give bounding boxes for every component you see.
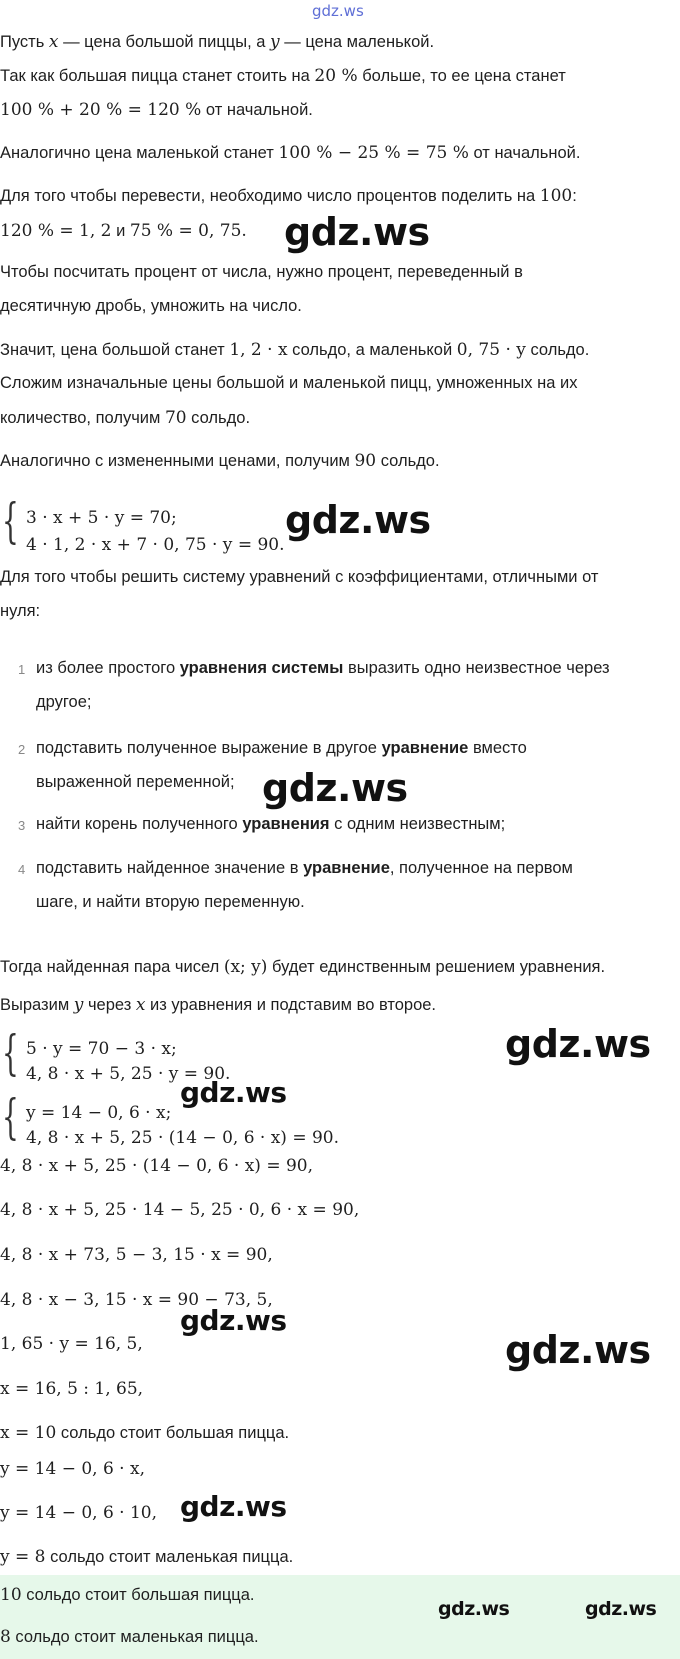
math: 70 <box>164 408 187 428</box>
text: — цена маленькой. <box>279 33 435 51</box>
text: от начальной. <box>201 101 313 119</box>
list-item: шаге, и найти вторую переменную. <box>36 893 305 911</box>
text: из уравнения и подставим во второе. <box>145 996 437 1014</box>
system-eq: 4 · 1, 2 · x + 7 · 0, 75 · y = 90. <box>26 535 285 555</box>
result-line <box>0 1423 289 1443</box>
answer-line <box>0 1585 254 1605</box>
bold-text: уравнение <box>381 739 469 757</box>
system-eq: y = 14 − 0, 6 · x; <box>26 1103 172 1123</box>
list-number: 3 <box>18 818 26 833</box>
text: Выразим <box>0 996 74 1014</box>
text: сольдо стоит большая пицца. <box>56 1424 290 1442</box>
list-item <box>36 859 573 878</box>
text-line <box>0 143 580 163</box>
math: y = 8 <box>0 1547 46 1567</box>
list-item: другое; <box>36 693 92 711</box>
equation-line: 4, 8 · x + 5, 25 · 14 − 5, 25 · 0, 6 · x = 90, <box>0 1200 360 1220</box>
bold-text: уравнения системы <box>179 659 344 677</box>
text: из более простого <box>36 659 180 677</box>
text: сольдо, а маленькой <box>287 341 457 359</box>
math: 0, 75 · y <box>456 340 526 360</box>
math: y <box>73 995 84 1015</box>
watermark: gdz.ws <box>285 498 431 542</box>
watermark: gdz.ws <box>438 1598 510 1620</box>
text: количество, получим <box>0 409 165 427</box>
text: сольдо. <box>376 452 440 470</box>
text-line <box>0 100 313 120</box>
math: 90 <box>354 451 377 471</box>
text: Для того чтобы перевести, необходимо число процентов поделить на <box>0 187 540 205</box>
text-line <box>0 66 566 86</box>
text-line <box>0 32 434 52</box>
watermark-top: gdz.ws <box>312 2 364 20</box>
text: Значит, цена большой станет <box>0 341 230 359</box>
watermark: gdz.ws <box>180 1490 287 1523</box>
text-line <box>0 186 577 206</box>
text-line <box>0 408 250 428</box>
text: выразить одно неизвестное через <box>343 659 610 677</box>
math: 1, 2 · x <box>229 340 288 360</box>
text: Пусть <box>0 33 49 51</box>
text: сольдо стоит маленькая пицца. <box>10 1628 259 1646</box>
result-line <box>0 1547 293 1567</box>
text: будет единственным решением уравнения. <box>267 958 606 976</box>
watermark: gdz.ws <box>585 1598 657 1620</box>
list-item <box>36 739 527 758</box>
text: Тогда найденная пара чисел <box>0 958 224 976</box>
list-item <box>36 815 505 834</box>
math: x <box>48 32 59 52</box>
system-eq: 4, 8 · x + 5, 25 · y = 90. <box>26 1064 231 1084</box>
equation-line: 4, 8 · x + 5, 25 · (14 − 0, 6 · x) = 90, <box>0 1156 314 1176</box>
math: y <box>270 32 280 52</box>
equation-line: x = 16, 5 : 1, 65, <box>0 1379 144 1399</box>
math: x = 10 <box>0 1423 57 1443</box>
system-eq: 3 · x + 5 · y = 70; <box>26 508 177 528</box>
text: Аналогично с измененными ценами, получим <box>0 452 355 470</box>
watermark: gdz.ws <box>180 1076 287 1109</box>
system-eq: 5 · y = 70 − 3 · x; <box>26 1039 177 1059</box>
text-line: нуля: <box>0 602 41 620</box>
list-number: 2 <box>18 742 26 757</box>
math: 20 % <box>314 66 358 86</box>
answer-line <box>0 1627 259 1647</box>
watermark: gdz.ws <box>505 1022 651 1066</box>
text: с одним неизвестным; <box>329 815 506 833</box>
bold-text: уравнение <box>303 859 390 877</box>
system-brace: { <box>2 1025 19 1081</box>
math: 8 <box>0 1627 11 1647</box>
text: от начальной. <box>468 144 581 162</box>
system-eq: 4, 8 · x + 5, 25 · (14 − 0, 6 · x) = 90. <box>26 1128 340 1148</box>
text-line: Для того чтобы решить систему уравнений с коэффициентами, отличными от <box>0 568 599 586</box>
list-number: 1 <box>18 662 26 677</box>
text-line <box>0 957 605 977</box>
list-number: 4 <box>18 862 26 877</box>
system-brace: { <box>2 1089 19 1145</box>
text: сольдо стоит большая пицца. <box>21 1586 255 1604</box>
watermark: gdz.ws <box>180 1304 287 1337</box>
equation-line: 4, 8 · x − 3, 15 · x = 90 − 73, 5, <box>0 1290 273 1310</box>
text: — цена большой пиццы, а <box>58 33 271 51</box>
text-line: Сложим изначальные цены большой и маленькой пицц, умноженных на их <box>0 374 578 392</box>
math: 100 <box>539 186 573 206</box>
math: x <box>135 995 146 1015</box>
text-line: десятичную дробь, умножить на число. <box>0 297 302 315</box>
text: найти корень полученного <box>36 815 243 833</box>
watermark: gdz.ws <box>262 766 408 810</box>
equation-line: y = 14 − 0, 6 · x, <box>0 1459 145 1479</box>
list-item <box>36 659 610 678</box>
text: вместо <box>468 739 527 757</box>
text-line <box>0 340 589 360</box>
watermark: gdz.ws <box>505 1328 651 1372</box>
math: 100 % − 25 % = 75 % <box>278 143 469 163</box>
text: через <box>83 996 136 1014</box>
watermark: gdz.ws <box>284 210 430 254</box>
equation-line: 4, 8 · x + 73, 5 − 3, 15 · x = 90, <box>0 1245 273 1265</box>
text: , полученное на первом <box>389 859 573 877</box>
math: 100 % + 20 % = 120 % <box>0 100 202 120</box>
text-line <box>0 995 436 1015</box>
text: больше, то ее цена станет <box>357 67 566 85</box>
list-item: выраженной переменной; <box>36 773 235 791</box>
bold-text: уравнения <box>242 815 330 833</box>
text: Так как большая пицца станет стоить на <box>0 67 315 85</box>
text: : <box>572 187 577 205</box>
text: и <box>111 222 130 240</box>
text: сольдо стоит маленькая пицца. <box>45 1548 294 1566</box>
text-line <box>0 451 440 471</box>
text: подставить найденное значение в <box>36 859 304 877</box>
system-brace: { <box>2 493 19 549</box>
text: сольдо. <box>525 341 590 359</box>
equation-line: 1, 65 · y = 16, 5, <box>0 1334 143 1354</box>
text: подставить полученное выражение в другое <box>36 739 382 757</box>
text-line: Чтобы посчитать процент от числа, нужно процент, переведенный в <box>0 263 523 281</box>
math: 75 % = 0, 75. <box>129 221 247 241</box>
equation-line: y = 14 − 0, 6 · 10, <box>0 1503 158 1523</box>
text: Аналогично цена маленькой станет <box>0 144 279 162</box>
math: 10 <box>0 1585 22 1605</box>
math: (x; y) <box>223 957 268 977</box>
math: 120 % = 1, 2 <box>0 221 112 241</box>
text: сольдо. <box>186 409 251 427</box>
text-line <box>0 221 247 241</box>
